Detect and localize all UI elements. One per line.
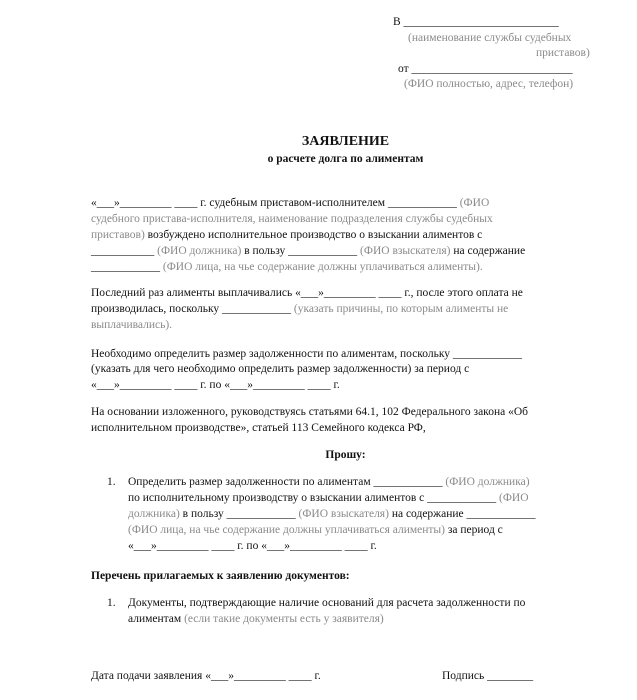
- p1-line5: [91, 259, 483, 275]
- p1-text: ____________: [91, 261, 160, 273]
- p1-text: «___»_________ ____ г. судебным приставом-исполнителем ____________: [91, 197, 457, 209]
- p2-line2: [91, 301, 508, 317]
- submission-date: Дата подачи заявления «___»_________ ____ г.: [91, 670, 321, 682]
- signature-line: Подпись ________: [442, 670, 534, 682]
- request-hint: (ФИО: [499, 492, 529, 504]
- p3-line3: «___»_________ ____ г. по «___»_________ ____ г.: [91, 379, 340, 391]
- p2-line1: Последний раз алименты выплачивались «___»_________ ____ г., после этого оплата не: [91, 287, 523, 299]
- p1-hint: приставов): [91, 229, 145, 241]
- request-text: за период с: [447, 524, 503, 536]
- request-line1: [128, 474, 530, 490]
- p1-hint: (ФИО: [459, 197, 490, 209]
- p1-text: ___________: [91, 245, 155, 257]
- p4-line2: исполнительном производстве», статьей 113 Семейного кодекса РФ,: [91, 422, 426, 434]
- attachment-line1: Документы, подтверждающие наличие оснований для расчета задолженности по: [128, 597, 526, 609]
- p1-text: в пользу ____________: [244, 245, 358, 257]
- request-hint: (ФИО взыскателя): [298, 508, 389, 520]
- request-hint: (ФИО должника): [445, 476, 530, 488]
- request-hint: должника): [128, 508, 180, 520]
- request-text: Определить размер задолженности по алиментам ____________: [128, 476, 443, 488]
- attachment-text: алиментам: [128, 613, 182, 625]
- request-line3: [128, 506, 536, 522]
- addressee-hint: (наименование службы судебных: [408, 32, 572, 44]
- p1-hint: (ФИО должника): [157, 245, 242, 257]
- p1-hint: (ФИО лица, на чье содержание должны уплачиваться алименты).: [162, 261, 483, 273]
- p4-line1: На основании изложенного, руководствуясь статьями 64.1, 102 Федерального закона «Об: [91, 406, 528, 418]
- addressee-hint-cont: приставов): [536, 47, 590, 59]
- p2-line3: выплачивались).: [91, 319, 173, 331]
- request-text: на содержание ____________: [391, 508, 536, 520]
- p1-line2: судебного пристава-исполнителя, наименование подразделения службы судебных: [91, 213, 493, 225]
- attachment-line2: [128, 611, 384, 627]
- attachment-item-number: 1.: [107, 597, 116, 609]
- p1-hint: (ФИО взыскателя): [360, 245, 451, 257]
- document-title: ЗАЯВЛЕНИЕ: [301, 134, 390, 149]
- p3-line2: (указать для чего необходимо определить размер задолженности) за период с: [91, 363, 470, 375]
- request-heading: Прошу:: [325, 449, 366, 461]
- p1-text: возбуждено исполнительное производство о взыскании алиментов с: [147, 229, 483, 241]
- sender-hint: (ФИО полностью, адрес, телефон): [404, 78, 574, 90]
- p3-line1: Необходимо определить размер задолженности по алиментам, поскольку ____________: [91, 348, 522, 360]
- p1-text: на содержание: [453, 245, 526, 257]
- p1-line4: [91, 243, 525, 259]
- p1-line3: [91, 227, 482, 243]
- request-line5: «___»_________ ____ г. по «___»_________ ____ г.: [128, 540, 377, 552]
- document-subtitle: о расчете долга по алиментам: [267, 153, 424, 165]
- p1-line1: [91, 195, 489, 211]
- attachments-heading: Перечень прилагаемых к заявлению документов:: [91, 570, 350, 582]
- addressee-line: В ___________________________: [393, 16, 559, 28]
- request-hint: (ФИО лица, на чье содержание должны уплачиваться алименты): [128, 524, 445, 536]
- p2-hint: (указать причины, по которым алименты не: [293, 303, 509, 315]
- attachment-hint: (если такие документы есть у заявителя): [184, 613, 384, 625]
- p2-text: производилась, поскольку ____________: [91, 303, 291, 315]
- request-line2: [128, 490, 529, 506]
- request-line4: [128, 522, 503, 538]
- sender-line: от ____________________________: [398, 63, 573, 75]
- request-text: в пользу ____________: [182, 508, 296, 520]
- request-text: по исполнительному производству о взыскании алиментов с ____________: [128, 492, 497, 504]
- request-item-number: 1.: [107, 476, 116, 488]
